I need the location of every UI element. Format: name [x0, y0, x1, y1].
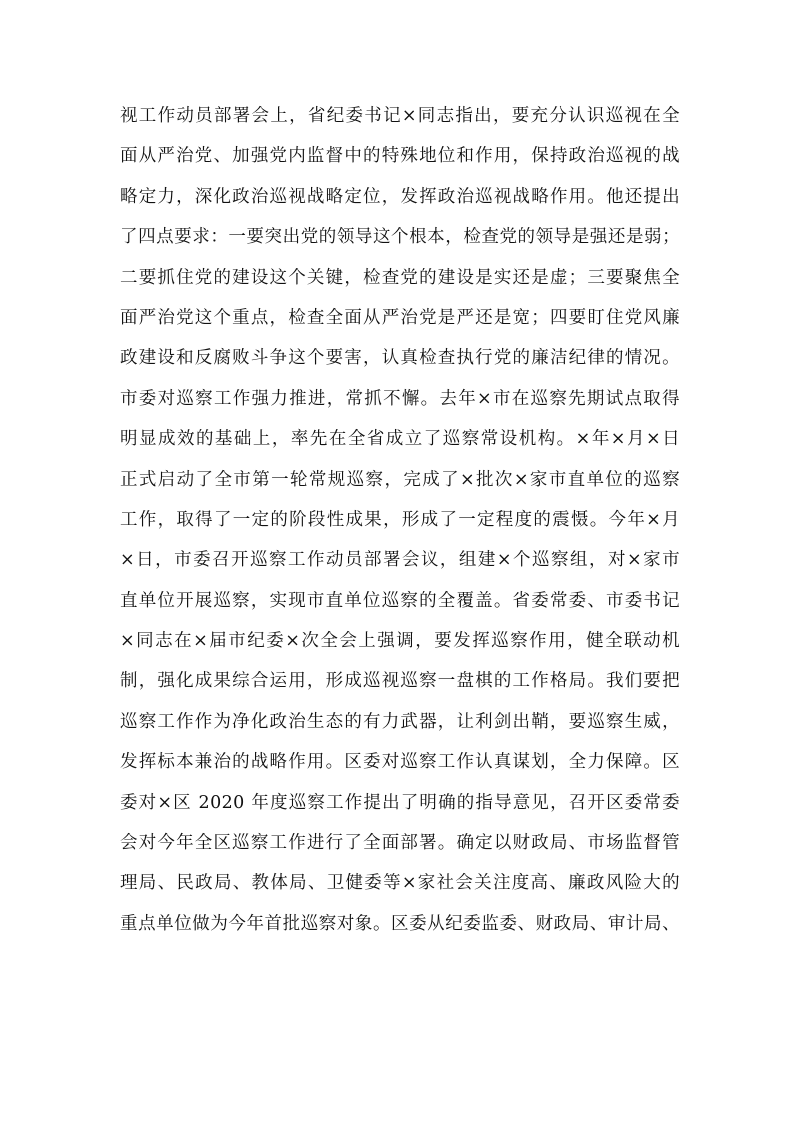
text-line: 重点单位做为今年首批巡察对象。区委从纪委监委、财政局、审计局、	[120, 913, 680, 934]
text-line: 正式启动了全市第一轮常规巡察，完成了×批次×家市直单位的巡察	[120, 469, 680, 490]
text-line: ×同志在×届市纪委×次全会上强调，要发挥巡察作用，健全联动机	[120, 631, 680, 652]
text-line: 发挥标本兼治的战略作用。区委对巡察工作认真谋划，全力保障。区	[120, 752, 680, 773]
text-line: 明显成效的基础上，率先在全省成立了巡察常设机构。×年×月×日	[120, 429, 680, 450]
text-line: 巡察工作作为净化政治生态的有力武器，让利剑出鞘，要巡察生威，	[120, 711, 680, 732]
text-line: 直单位开展巡察，实现市直单位巡察的全覆盖。省委常委、市委书记	[120, 590, 680, 611]
text-line: 工作，取得了一定的阶段性成果，形成了一定程度的震慑。今年×月	[120, 509, 680, 530]
text-line: 市委对巡察工作强力推进，常抓不懈。去年×市在巡察先期试点取得	[120, 388, 680, 409]
text-line: 略定力，深化政治巡视战略定位，发挥政治巡视战略作用。他还提出	[120, 186, 680, 207]
text-line: 面严治党这个重点，检查全面从严治党是严还是宽；四要盯住党风廉	[120, 307, 680, 328]
text-line: 二要抓住党的建设这个关键，检查党的建设是实还是虚；三要聚焦全	[120, 267, 680, 288]
text-line: 制，强化成果综合运用，形成巡视巡察一盘棋的工作格局。我们要把	[120, 671, 680, 692]
text-line: ×日，市委召开巡察工作动员部署会议，组建×个巡察组，对×家市	[120, 550, 680, 571]
text-line: 视工作动员部署会上，省纪委书记×同志指出，要充分认识巡视在全	[120, 106, 680, 126]
body-text	[120, 96, 680, 944]
text-line: 了四点要求：一要突出党的领导这个根本，检查党的领导是强还是弱；	[120, 227, 680, 248]
text-line: 委对×区 2020 年度巡察工作提出了明确的指导意见，召开区委常委	[120, 792, 680, 813]
text-line: 理局、民政局、教体局、卫健委等×家社会关注度高、廉政风险大的	[120, 873, 680, 894]
text-line: 会对今年全区巡察工作进行了全面部署。确定以财政局、市场监督管	[120, 833, 680, 854]
text-line: 政建设和反腐败斗争这个要害，认真检查执行党的廉洁纪律的情况。	[120, 348, 680, 369]
text-line: 面从严治党、加强党内监督中的特殊地位和作用，保持政治巡视的战	[120, 146, 680, 167]
